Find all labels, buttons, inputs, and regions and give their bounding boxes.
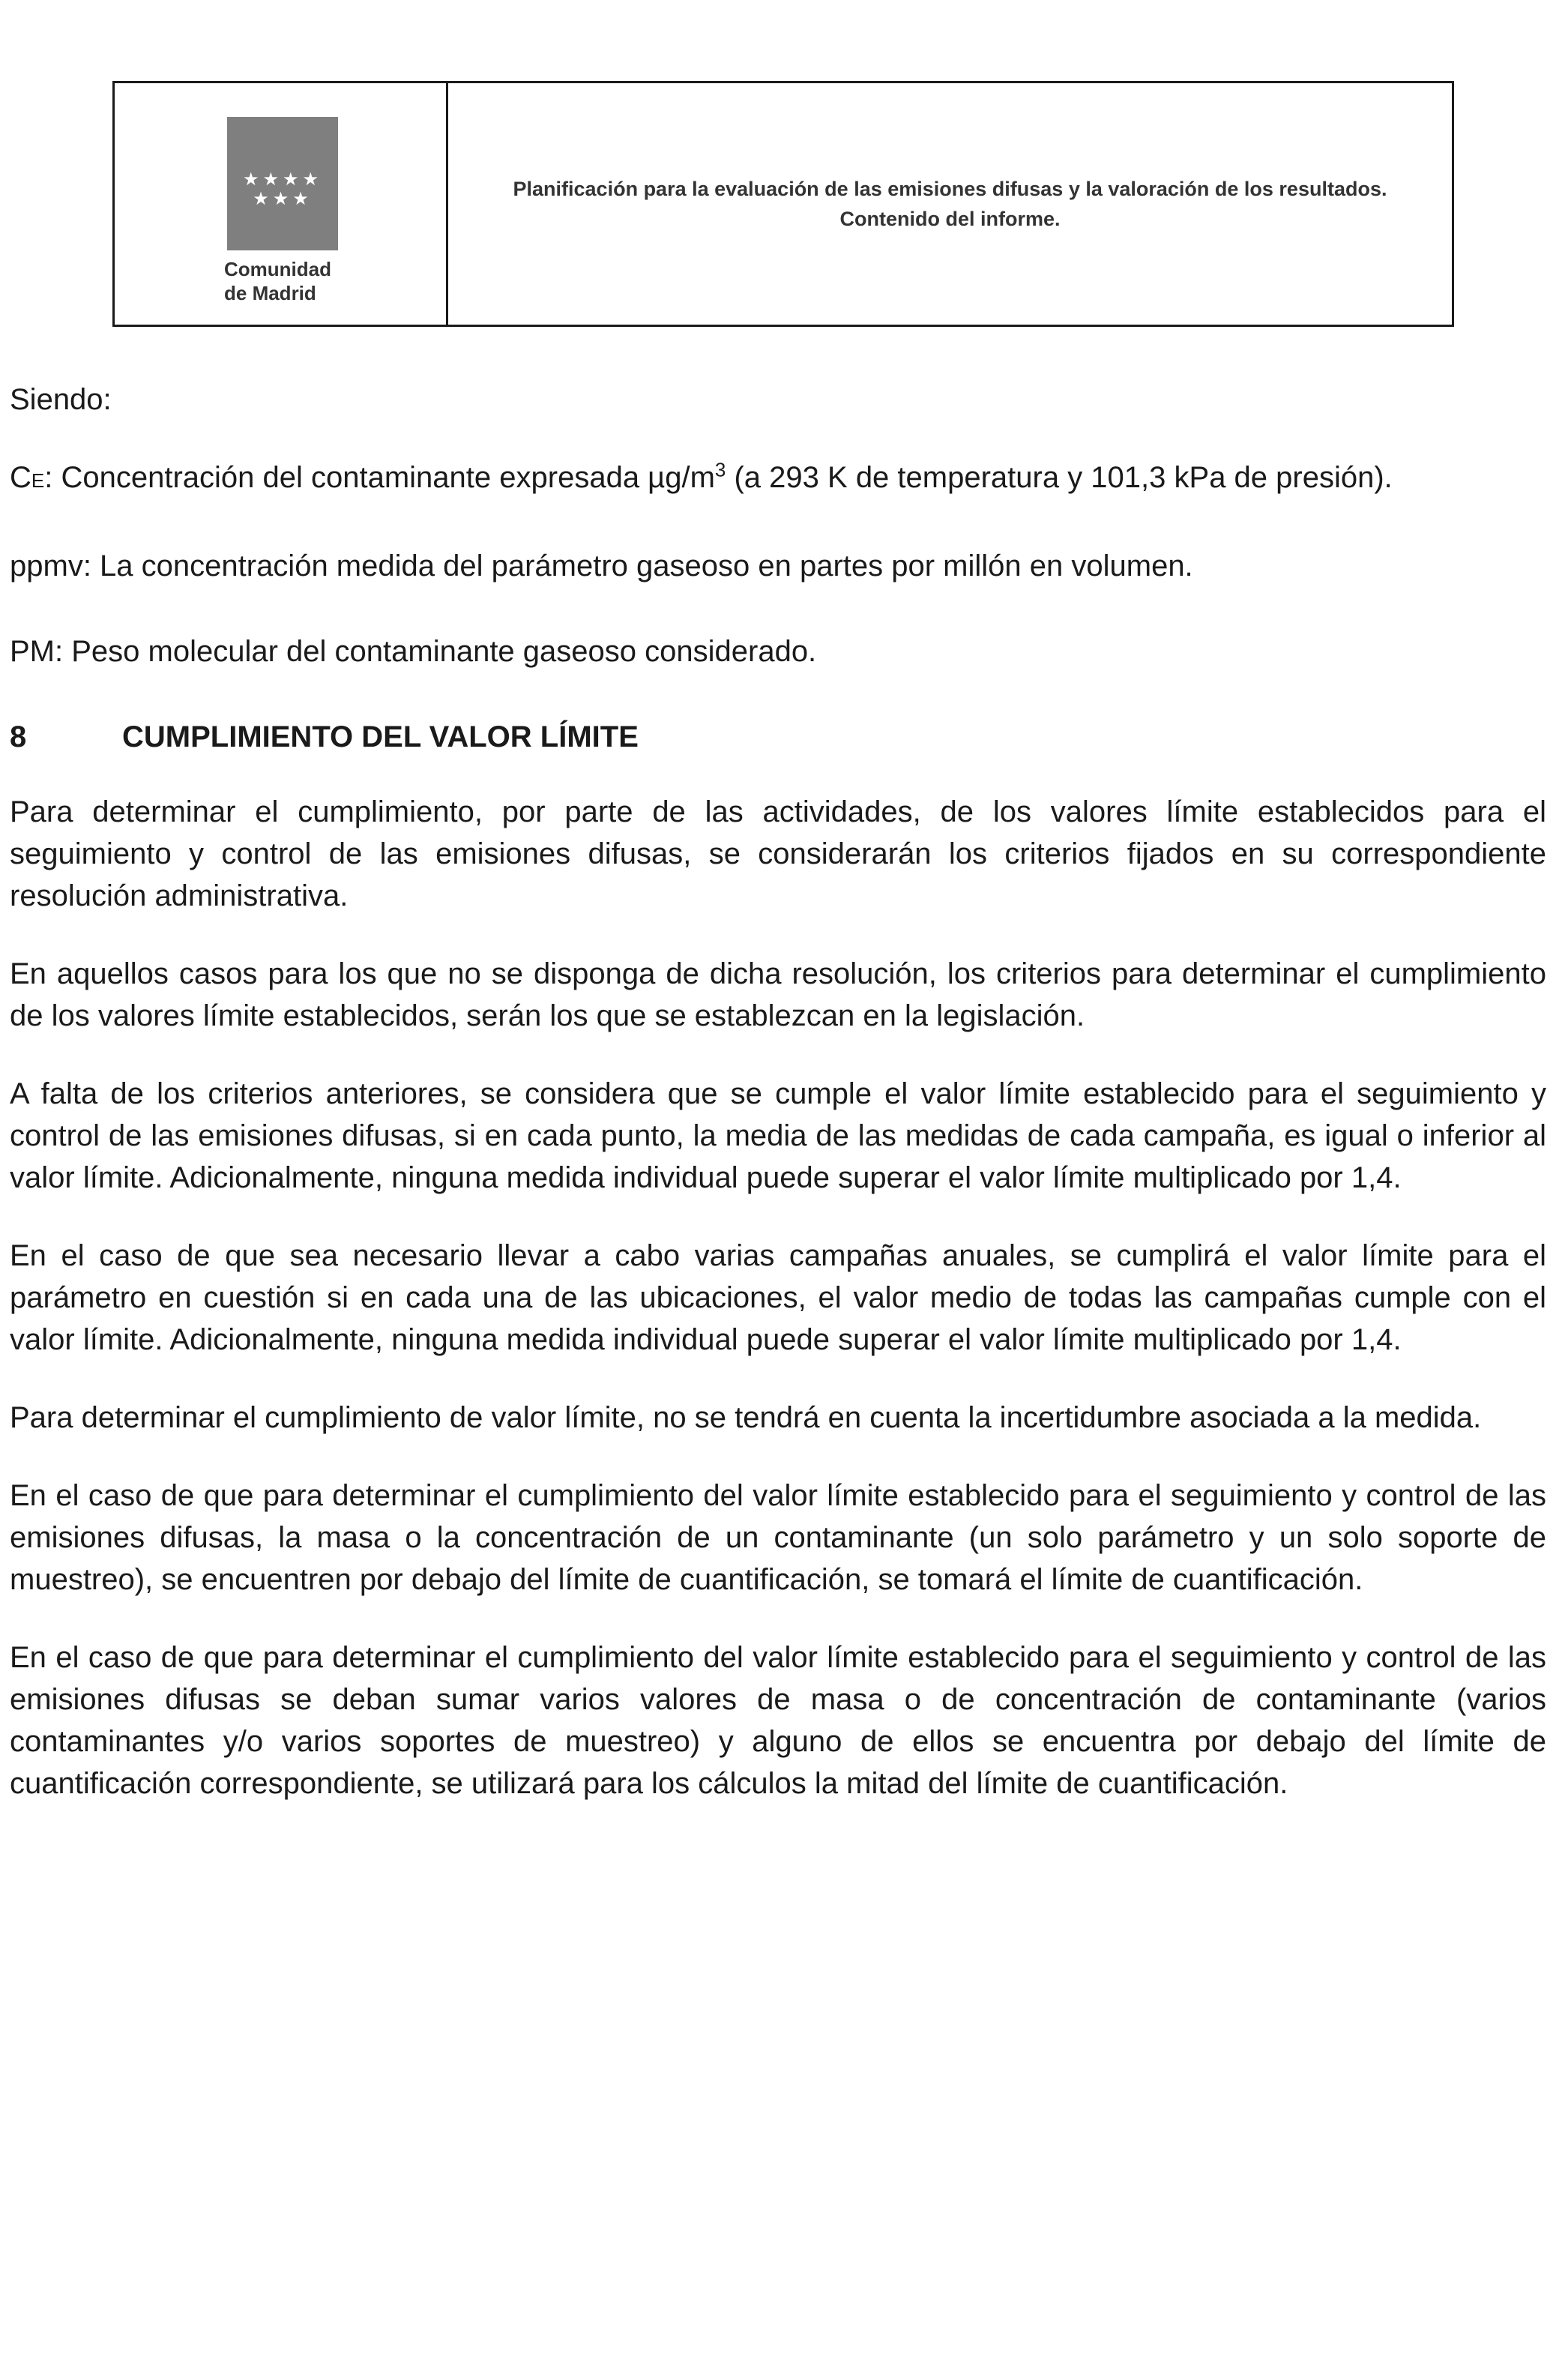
logo-stars-row-2: ★★★ (253, 188, 313, 209)
section-number: 8 (10, 720, 27, 753)
header-title: Planificación para la evaluación de las emisiones difusas y la valoración de los resultados. Contenido del informe. (513, 178, 1387, 230)
document-header (112, 81, 1454, 327)
paragraph: En el caso de que para determinar el cumplimiento del valor límite establecido para el seguimiento y control de las emisiones difusas, la masa o la concentración de un contaminante (un solo parámetro y un solo soporte de muestreo), se encuentren por debajo del límite de cuantificación, se tomará el límite de cuantificación. (10, 1479, 1546, 1596)
paragraph: Para determinar el cumplimiento, por parte de las actividades, de los valores límite establecidos para el seguimiento y control de las emisiones difusas, se considerarán los criterios fijados en su correspondiente resolución administrativa. (10, 795, 1546, 912)
logo-stars-row-1: ★★★★ (242, 169, 323, 190)
intro-text: Siendo: (10, 383, 112, 416)
logo-cell (115, 83, 448, 325)
logo-text (224, 257, 331, 305)
section-title: CUMPLIMIENTO DEL VALOR LÍMITE (122, 720, 639, 753)
section-heading (10, 716, 1546, 758)
ce-superscript: 3 (714, 458, 726, 481)
document-body (10, 379, 1546, 1840)
ce-text: : Concentración del contaminante expresada µg/m (44, 461, 715, 494)
logo-text-line-1: Comunidad (224, 258, 331, 280)
paragraph: Para determinar el cumplimiento de valor límite, no se tendrá en cuenta la incertidumbre asociada a la medida. (10, 1401, 1482, 1434)
definition-pm: PM: Peso molecular del contaminante gaseoso considerado. (10, 635, 817, 668)
ce-subscript: E (31, 469, 45, 492)
paragraph: A falta de los criterios anteriores, se considera que se cumple el valor límite establecido para el seguimiento y control de las emisiones difusas, si en cada punto, la media de las medidas de cada campaña, es igual o inferior al valor límite. Adicionalmente, ninguna medida individual puede superar el valor límite multiplicado por 1,4. (10, 1077, 1546, 1194)
logo-text-line-2: de Madrid (224, 282, 316, 304)
ce-symbol: C (10, 461, 31, 494)
ce-text-tail: (a 293 K de temperatura y 101,3 kPa de presión). (726, 461, 1393, 494)
paragraph: En el caso de que para determinar el cumplimiento del valor límite establecido para el seguimiento y control de las emisiones difusas se deban sumar varios valores de masa o de concentración de contaminante (varios contaminantes y/o varios soportes de muestreo) y alguno de ellos se encuentra por debajo del límite de cuantificación correspondiente, se utilizará para los cálculos la mitad del límite de cuantificación. (10, 1641, 1546, 1800)
definition-ppmv: ppmv: La concentración medida del parámetro gaseoso en partes por millón en volumen. (10, 550, 1193, 583)
comunidad-madrid-logo (227, 117, 338, 250)
paragraph: En aquellos casos para los que no se disponga de dicha resolución, los criterios para determinar el cumplimiento de los valores límite establecidos, serán los que se establezcan en la legislación. (10, 957, 1546, 1032)
header-title-cell (448, 83, 1452, 325)
definition-ce (10, 457, 1546, 502)
paragraph: En el caso de que sea necesario llevar a cabo varias campañas anuales, se cumplirá el valor límite para el parámetro en cuestión si en cada una de las ubicaciones, el valor medio de todas las campañas cumple con el valor límite. Adicionalmente, ninguna medida individual puede superar el valor límite multiplicado por 1,4. (10, 1239, 1546, 1356)
